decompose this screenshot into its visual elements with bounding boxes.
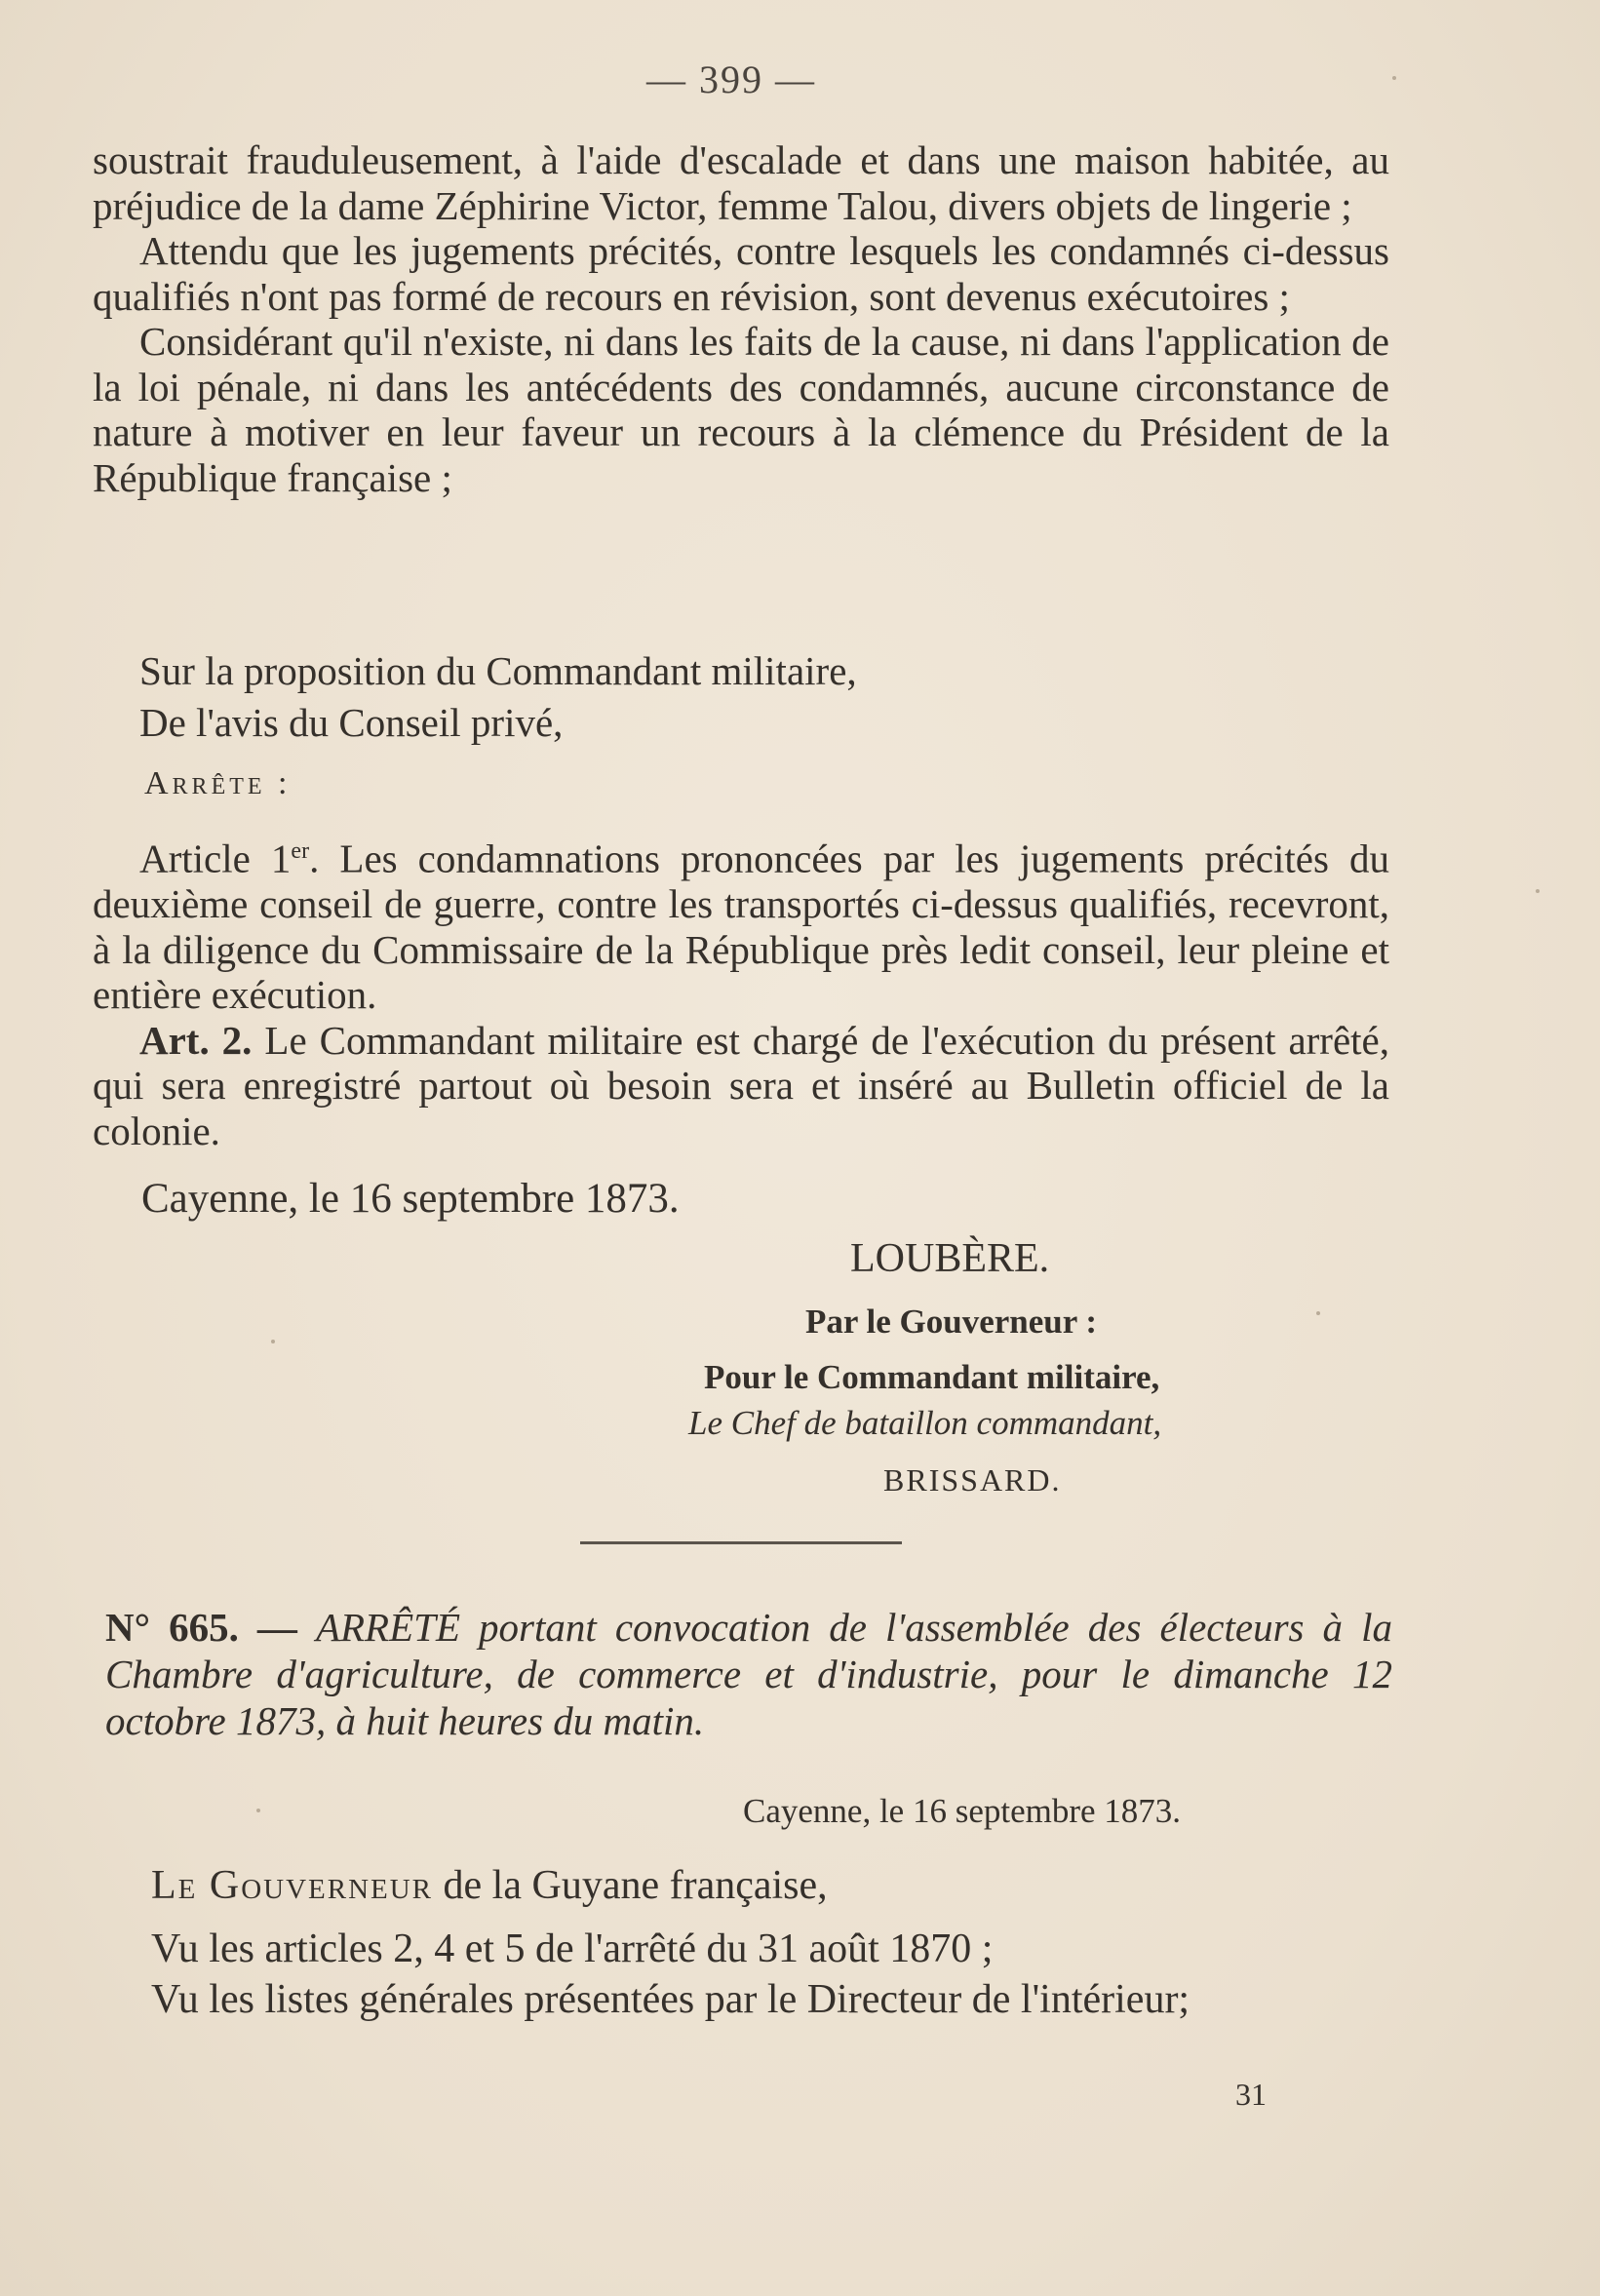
vu-listes-paragraph: [105, 1977, 1397, 2023]
chef-de-bataillon: Le Chef de bataillon commandant,: [688, 1404, 1162, 1442]
article-2-text: Le Commandant militaire est chargé de l'exécution du présent arrêté, qui sera enregistré partout où besoin sera et inséré au Bulletin officiel de la colonie.: [93, 1017, 1389, 1153]
paper-speck: [1392, 76, 1396, 80]
vu-articles-line: Vu les articles 2, 4 et 5 de l'arrêté du 31 août 1870 ;: [151, 1926, 994, 1971]
decree-665-heading: [105, 1604, 1392, 1744]
pour-le-commandant: Pour le Commandant militaire,: [704, 1358, 1160, 1396]
arrete-heading: Arrête :: [144, 765, 292, 801]
vu-listes-line: Vu les listes générales présentées par le Directeur de l'intérieur;: [151, 1977, 1190, 2022]
gouverneur-line: [151, 1862, 828, 1909]
paper-speck: [256, 1809, 260, 1812]
article-1-label: Article 1: [139, 836, 292, 881]
paragraph-lingerie: soustrait frauduleusement, à l'aide d'escalade et dans une maison habitée, au préjudice de la dame Zéphirine Victor, femme Talou, divers objets de lingerie ;: [93, 137, 1389, 228]
articles-block: [93, 829, 1389, 1153]
decree-665-title: [105, 1604, 1392, 1744]
decree-665-text: ARRÊTÉ portant convocation de l'assemblée des électeurs à la Chambre d'agriculture, de commerce et d'industrie, pour le dimanche 12 octobre 1873, à huit heures du matin.: [105, 1605, 1393, 1743]
opening-paragraphs: [93, 137, 1389, 500]
paper-speck: [271, 1340, 275, 1343]
paper-speck: [1316, 1311, 1320, 1315]
signature-loubere: LOUBÈRE.: [850, 1236, 1050, 1281]
gouverneur-rest: de la Guyane française,: [443, 1863, 828, 1908]
decree-number: N° 665. —: [105, 1605, 297, 1650]
paper-speck: [1536, 889, 1540, 893]
date-line: Cayenne, le 16 septembre 1873.: [141, 1176, 680, 1222]
proposition-line: Sur la proposition du Commandant militaire,: [139, 648, 857, 693]
article-1-sup: er: [291, 838, 310, 864]
paragraph-considerant: Considérant qu'il n'existe, ni dans les faits de la cause, ni dans l'application de la loi pénale, ni dans les antécédents des condamnés, aucune circonstance de nature à motiver en leur faveur un recours à la clémence du Président de la République française ;: [93, 319, 1389, 500]
article-2-label: Art. 2.: [139, 1017, 253, 1063]
page-number: — 399 —: [646, 58, 816, 101]
paragraph-attendu: Attendu que les jugements précités, contre lesquels les condamnés ci-dessus qualifiés n'ont pas formé de recours en révision, sont devenus exécutoires ;: [93, 228, 1389, 319]
article-1-text: . Les condamnations prononcées par les jugements précités du deuxième conseil de guerre, contre les transportés ci-dessus qualifiés, recevront, à la diligence du Commissaire de la République près ledit conseil, leur pleine et entière exécution.: [93, 836, 1389, 1018]
section-divider: [580, 1541, 902, 1544]
signature-brissard: BRISSARD.: [883, 1462, 1062, 1498]
article-2: [93, 1018, 1389, 1154]
signature-mark: 31: [1235, 2077, 1267, 2112]
avis-line: De l'avis du Conseil privé,: [139, 700, 564, 745]
decree-665-date: Cayenne, le 16 septembre 1873.: [743, 1792, 1182, 1830]
par-le-gouverneur: Par le Gouverneur :: [805, 1303, 1098, 1341]
article-1: [93, 829, 1389, 1018]
gouverneur-label: Le Gouverneur: [151, 1863, 434, 1908]
